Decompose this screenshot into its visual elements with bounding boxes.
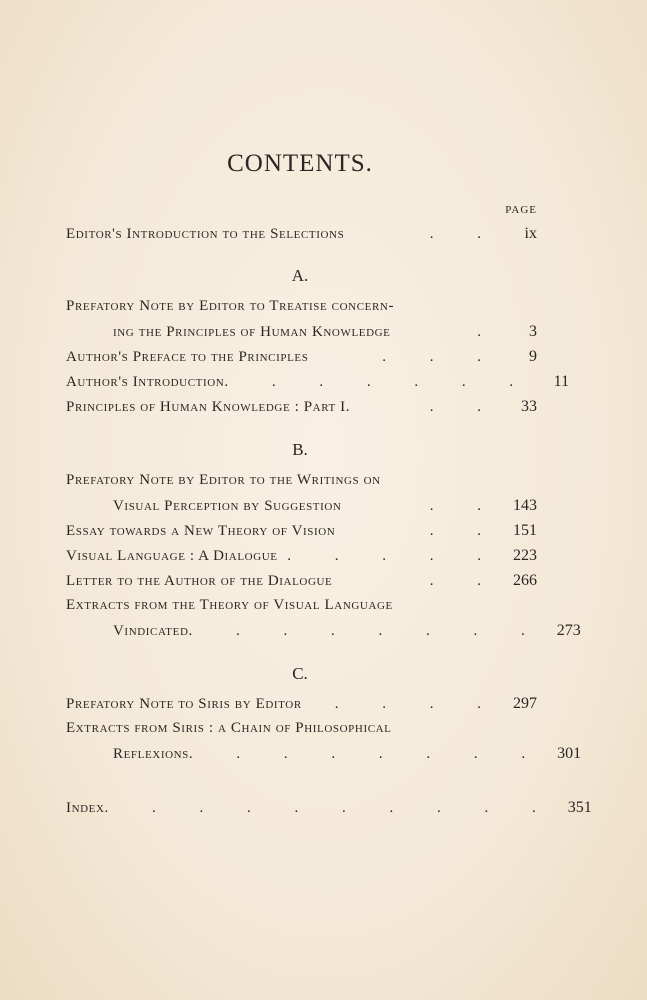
leader-dots: . [477,324,501,340]
toc-page-number: 301 [557,745,582,762]
toc-entry-principles-part-one[interactable] [66,398,537,416]
toc-entry-prefatory-note-principles-cont[interactable] [113,323,537,341]
leader-dots: . . . . . . . . [188,623,545,639]
toc-entry-prefatory-note-principles[interactable] [66,298,537,315]
leader-dots: . . [429,573,501,589]
page-title: CONTENTS. [227,150,373,177]
page-column-header: PAGE [505,204,537,216]
leader-dots: . . . [382,349,501,365]
toc-page-number: 151 [513,522,537,539]
toc-entry-authors-introduction[interactable] [66,373,570,391]
toc-entry-text: Visual Perception by Suggestion [113,498,342,514]
toc-entry-text: Essay towards a New Theory of Vision [66,523,336,539]
toc-entry-letter-to-author[interactable] [66,572,537,590]
toc-entry-extracts-siris[interactable] [66,720,537,737]
leader-dots: . . [429,498,501,514]
leader-dots: . . . . . . . . [188,746,546,762]
toc-entry-extracts-siris-cont[interactable] [113,745,582,763]
toc-entry-editors-introduction[interactable] [66,225,537,243]
toc-page-number: 273 [556,622,581,639]
toc-entry-prefatory-note-siris[interactable] [66,695,537,713]
toc-page-number: 11 [553,373,570,390]
toc-entry-text: Extracts from Siris : a Chain of Philosophical [66,720,392,736]
toc-entry-extracts-visual-language-cont[interactable] [113,622,581,640]
toc-entry-prefatory-note-vision[interactable] [66,472,537,489]
toc-entry-text: Editor's Introduction to the Selections [66,226,345,242]
toc-entry-authors-preface[interactable] [66,348,537,366]
toc-page-number: 266 [513,572,537,589]
leader-dots: . . [429,226,501,242]
toc-page-number: 223 [513,547,537,564]
toc-entry-text: Prefatory Note by Editor to the Writings on [66,472,381,488]
toc-page-number: ix [524,225,537,242]
section-heading-c: C. [292,664,308,683]
toc-entry-text: Extracts from the Theory of Visual Language [66,597,393,613]
toc-entry-essay-new-theory-vision[interactable] [66,522,537,540]
leader-dots: . . . . . . . . . . [104,800,556,816]
toc-page-number: 3 [529,323,537,340]
toc-entry-text: Author's Preface to the Principles [66,349,309,365]
toc-entry-text: Vindicated [113,623,189,639]
toc-entry-text: Letter to the Author of the Dialogue [66,573,333,589]
toc-entry-visual-language-dialogue[interactable] [66,547,537,565]
toc-entry-index[interactable] [66,799,592,817]
toc-entry-prefatory-note-vision-cont[interactable] [113,497,537,515]
toc-entry-text: Prefatory Note by Editor to Treatise concern- [66,298,395,314]
leader-dots: . . . . . [287,548,501,564]
toc-entry-extracts-visual-language[interactable] [66,597,537,614]
toc-page-number: 297 [513,695,537,712]
section-heading-a: A. [291,266,309,285]
toc-page-number: 33 [521,398,537,415]
toc-entry-text: Author's Introduction [66,374,225,390]
leader-dots: . . . . [334,696,501,712]
toc-entry-text: Visual Language : A Dialogue [66,548,278,564]
toc-page-number: 351 [567,799,592,816]
toc-page-number: 143 [513,497,537,514]
toc-entry-text: Principles of Human Knowledge : Part I. [66,399,351,415]
leader-dots: . . [429,399,501,415]
section-heading-b: B. [292,440,308,459]
toc-entry-text: Index [66,800,105,816]
leader-dots: . . [429,523,501,539]
toc-page-number: 9 [529,348,537,365]
toc-entry-text: ing the Principles of Human Knowledge [113,324,391,340]
toc-entry-text: Reflexions [113,746,189,762]
leader-dots: . . . . . . . [224,374,534,390]
toc-entry-text: Prefatory Note to Siris by Editor [66,696,302,712]
